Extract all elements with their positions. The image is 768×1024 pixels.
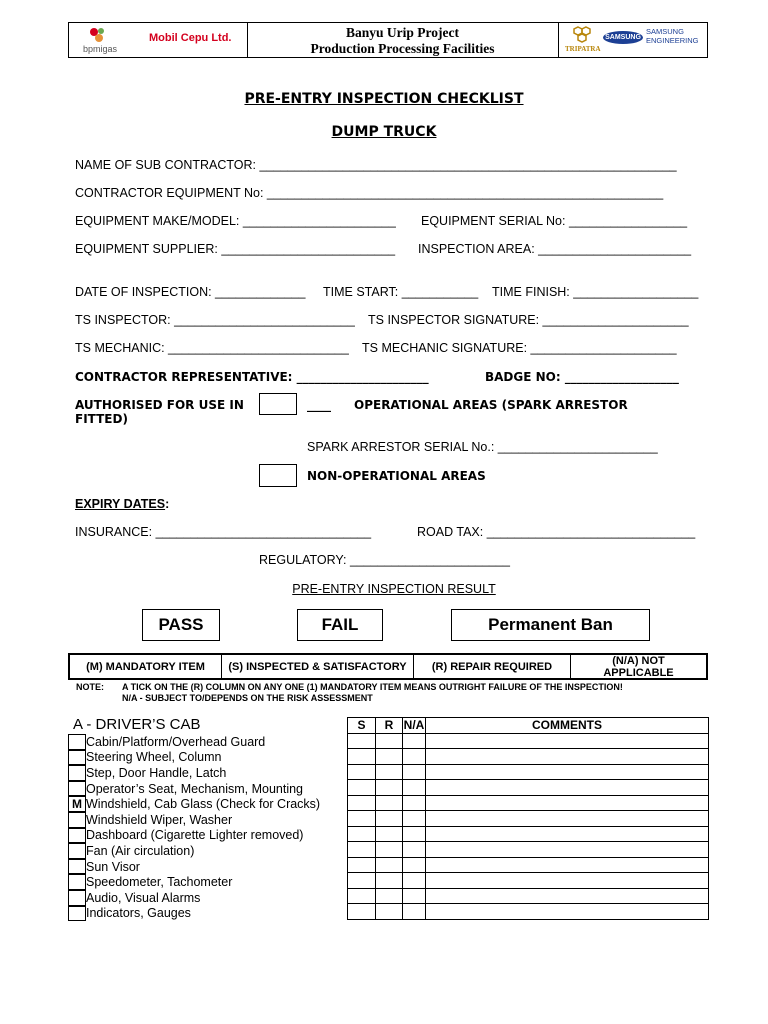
grid-row xyxy=(348,795,709,811)
equipment-make-model-field[interactable]: EQUIPMENT MAKE/MODEL: ______________________ xyxy=(75,214,396,228)
cell-s[interactable] xyxy=(348,795,376,811)
non-operational-areas-label: NON-OPERATIONAL AREAS xyxy=(307,469,486,483)
item-mark-box[interactable] xyxy=(68,843,86,859)
authorised-label: AUTHORISED FOR USE IN xyxy=(75,398,244,412)
item-label: Operator’s Seat, Mechanism, Mounting xyxy=(86,781,304,796)
item-label: Step, Door Handle, Latch xyxy=(86,765,227,780)
grid-row xyxy=(348,888,709,904)
checklist-item-row xyxy=(68,796,348,812)
road-tax-field[interactable]: ROAD TAX: ______________________________ xyxy=(417,525,696,539)
cell-s[interactable] xyxy=(348,826,376,842)
legend-inspected: (S) INSPECTED & SATISFACTORY xyxy=(222,655,414,678)
mobil-cepu-name: Mobil Cepu Ltd. xyxy=(149,32,232,44)
cell-comments[interactable] xyxy=(426,764,709,780)
project-line-2: Production Processing Facilities xyxy=(310,41,495,56)
note-line-2: N/A - SUBJECT TO/DEPENDS ON THE RISK ASSESSMENT xyxy=(122,693,373,703)
section-a-title: A - DRIVER’S CAB xyxy=(73,716,201,733)
cell-comments[interactable] xyxy=(426,749,709,765)
cell-na[interactable] xyxy=(403,749,426,765)
operational-areas-label: OPERATIONAL AREAS (SPARK ARRESTOR xyxy=(354,398,628,412)
pass-button[interactable]: PASS xyxy=(142,609,220,641)
cell-comments[interactable] xyxy=(426,857,709,873)
cell-na[interactable] xyxy=(403,795,426,811)
legend-repair: (R) REPAIR REQUIRED xyxy=(414,655,571,678)
cell-na[interactable] xyxy=(403,873,426,889)
permanent-ban-button[interactable]: Permanent Ban xyxy=(451,609,650,641)
col-s-header: S xyxy=(348,718,376,734)
cell-na[interactable] xyxy=(403,780,426,796)
item-label: Steering Wheel, Column xyxy=(86,750,222,765)
grid-row xyxy=(348,842,709,858)
badge-number-field[interactable]: BADGE NO: ___________________ xyxy=(485,370,679,384)
cell-r[interactable] xyxy=(376,764,403,780)
item-label: Dashboard (Cigarette Lighter removed) xyxy=(86,828,304,843)
cell-s[interactable] xyxy=(348,842,376,858)
page-title: PRE-ENTRY INSPECTION CHECKLIST xyxy=(244,91,524,107)
legend-mandatory: (M) MANDATORY ITEM xyxy=(70,655,222,678)
cell-comments[interactable] xyxy=(426,811,709,827)
cell-s[interactable] xyxy=(348,811,376,827)
cell-s[interactable] xyxy=(348,733,376,749)
cell-s[interactable] xyxy=(348,904,376,920)
expiry-dates-heading xyxy=(75,497,169,511)
non-operational-areas-checkbox[interactable] xyxy=(259,464,297,487)
item-label: Windshield Wiper, Washer xyxy=(86,812,233,827)
insurance-field[interactable]: INSURANCE: _______________________________ xyxy=(75,525,372,539)
fail-button[interactable]: FAIL xyxy=(297,609,383,641)
ts-mechanic-field[interactable]: TS MECHANIC: __________________________ xyxy=(75,341,349,355)
item-mark-box[interactable] xyxy=(68,765,86,781)
item-label: Fan (Air circulation) xyxy=(86,843,195,858)
ts-inspector-field[interactable]: TS INSPECTOR: __________________________ xyxy=(75,313,355,327)
item-mark-box[interactable] xyxy=(68,906,86,922)
authorised-blank: ____ xyxy=(307,398,331,412)
checklist-item-row xyxy=(68,781,348,797)
item-label: Audio, Visual Alarms xyxy=(86,890,201,905)
inspection-result-heading: PRE-ENTRY INSPECTION RESULT xyxy=(292,582,496,596)
item-label: Indicators, Gauges xyxy=(86,906,191,921)
checklist-item-row xyxy=(68,750,348,766)
item-mark-box[interactable] xyxy=(68,812,86,828)
cell-s[interactable] xyxy=(348,857,376,873)
cell-na[interactable] xyxy=(403,888,426,904)
col-comments-header: COMMENTS xyxy=(426,718,709,734)
expiry-dates-text: EXPIRY DATES xyxy=(75,497,166,511)
section-a-grid xyxy=(347,717,709,920)
operational-areas-checkbox[interactable] xyxy=(259,393,297,415)
grid-row xyxy=(348,857,709,873)
cell-r[interactable] xyxy=(376,780,403,796)
equipment-supplier-field[interactable]: EQUIPMENT SUPPLIER: _________________________ xyxy=(75,242,396,256)
cell-r[interactable] xyxy=(376,811,403,827)
cell-comments[interactable] xyxy=(426,904,709,920)
checklist-item-row xyxy=(68,874,348,890)
cell-na[interactable] xyxy=(403,811,426,827)
checklist-item-row xyxy=(68,843,348,859)
samsung-logo-badge: SAMSUNG xyxy=(603,31,643,44)
samsung-text-line-1: SAMSUNG xyxy=(646,27,684,36)
cell-r[interactable] xyxy=(376,733,403,749)
equipment-serial-field[interactable]: EQUIPMENT SERIAL No: _________________ xyxy=(421,214,688,228)
document-header xyxy=(68,22,708,58)
cell-r[interactable] xyxy=(376,904,403,920)
item-label: Cabin/Platform/Overhead Guard xyxy=(86,734,266,749)
item-label: Sun Visor xyxy=(86,859,140,874)
cell-r[interactable] xyxy=(376,842,403,858)
col-na-header: N/A xyxy=(403,718,425,733)
legend-not-applicable: (N/A) NOT APPLICABLE xyxy=(603,654,674,679)
cell-r[interactable] xyxy=(376,795,403,811)
header-left-cell xyxy=(69,23,248,57)
item-mark-box[interactable] xyxy=(68,874,86,890)
regulatory-field[interactable]: REGULATORY: _______________________ xyxy=(259,553,510,567)
samsung-engineering-text xyxy=(646,27,699,45)
header-right-cell xyxy=(559,23,707,57)
cell-s[interactable] xyxy=(348,749,376,765)
tripatra-logo-text: TRIPATRA xyxy=(565,45,601,53)
page-subtitle: DUMP TRUCK xyxy=(331,124,437,140)
time-finish-field[interactable]: TIME FINISH: __________________ xyxy=(492,285,699,299)
inspection-date-field[interactable]: DATE OF INSPECTION: _____________ xyxy=(75,285,306,299)
cell-comments[interactable] xyxy=(426,733,709,749)
spark-arrestor-serial-field[interactable]: SPARK ARRESTOR SERIAL No.: _______________________ xyxy=(307,440,658,454)
cell-na[interactable] xyxy=(403,904,426,920)
cell-na[interactable] xyxy=(403,826,426,842)
cell-comments[interactable] xyxy=(426,795,709,811)
item-label: Speedometer, Tachometer xyxy=(86,875,233,890)
cell-comments[interactable] xyxy=(426,780,709,796)
cell-r[interactable] xyxy=(376,857,403,873)
item-mark-box[interactable]: M xyxy=(68,796,86,812)
project-title-cell xyxy=(247,23,559,57)
item-mark-box[interactable] xyxy=(68,890,86,906)
checklist-item-row xyxy=(68,828,348,844)
grid-row xyxy=(348,749,709,765)
ts-inspector-signature-field[interactable]: TS INSPECTOR SIGNATURE: _____________________ xyxy=(368,313,689,327)
cell-r[interactable] xyxy=(376,873,403,889)
checklist-item-row xyxy=(68,906,348,922)
checklist-item-row xyxy=(68,734,348,750)
grid-row xyxy=(348,764,709,780)
legend-bar xyxy=(68,653,708,680)
ts-mechanic-signature-field[interactable]: TS MECHANIC SIGNATURE: _____________________ xyxy=(362,341,677,355)
col-r-header: R xyxy=(376,718,403,734)
item-mark-box[interactable] xyxy=(68,859,86,875)
checklist-item-row xyxy=(68,812,348,828)
note-line-1: A TICK ON THE (R) COLUMN ON ANY ONE (1) MANDATORY ITEM MEANS OUTRIGHT FAILURE OF THE INSPECTION! xyxy=(122,682,623,692)
note-label: NOTE: xyxy=(76,682,104,692)
cell-s[interactable] xyxy=(348,780,376,796)
authorised-label-cont: FITTED) xyxy=(75,412,128,426)
cell-s[interactable] xyxy=(348,764,376,780)
grid-row xyxy=(348,826,709,842)
item-mark-box[interactable] xyxy=(68,781,86,797)
bpmigas-logo-icon xyxy=(87,26,109,46)
grid-row xyxy=(348,780,709,796)
cell-s[interactable] xyxy=(348,873,376,889)
contractor-equipment-field[interactable]: CONTRACTOR EQUIPMENT No: _________________________________________________________ xyxy=(75,186,664,200)
item-label: Windshield, Cab Glass (Check for Cracks) xyxy=(86,797,321,812)
cell-na[interactable] xyxy=(403,857,426,873)
grid-row xyxy=(348,811,709,827)
item-mark-box[interactable] xyxy=(68,828,86,844)
time-start-field[interactable]: TIME START: ___________ xyxy=(323,285,479,299)
cell-r[interactable] xyxy=(376,888,403,904)
item-mark-box[interactable] xyxy=(68,734,86,750)
expiry-dates-colon: : xyxy=(165,497,170,511)
project-line-1: Banyu Urip Project xyxy=(346,25,459,40)
cell-s[interactable] xyxy=(348,888,376,904)
cell-comments[interactable] xyxy=(426,873,709,889)
tripatra-logo-icon xyxy=(571,25,597,45)
checklist-item-row xyxy=(68,859,348,875)
sub-contractor-field[interactable]: NAME OF SUB CONTRACTOR: ____________________________________________________________ xyxy=(75,158,677,172)
item-mark-box[interactable] xyxy=(68,750,86,766)
cell-na[interactable] xyxy=(403,842,426,858)
checklist-item-row xyxy=(68,890,348,906)
contractor-representative-field[interactable]: CONTRACTOR REPRESENTATIVE: ______________________ xyxy=(75,370,429,384)
grid-row xyxy=(348,873,709,889)
cell-r[interactable] xyxy=(376,826,403,842)
cell-na[interactable] xyxy=(403,733,426,749)
grid-row xyxy=(348,904,709,920)
cell-comments[interactable] xyxy=(426,842,709,858)
samsung-text-line-2: ENGINEERING xyxy=(646,36,699,45)
inspection-area-field[interactable]: INSPECTION AREA: ______________________ xyxy=(418,242,692,256)
grid-header-row xyxy=(348,718,709,734)
cell-comments[interactable] xyxy=(426,888,709,904)
grid-row xyxy=(348,733,709,749)
bpmigas-logo-text: bpmigas xyxy=(83,44,118,54)
cell-comments[interactable] xyxy=(426,826,709,842)
cell-r[interactable] xyxy=(376,749,403,765)
checklist-item-row xyxy=(68,765,348,781)
cell-na[interactable] xyxy=(403,764,426,780)
